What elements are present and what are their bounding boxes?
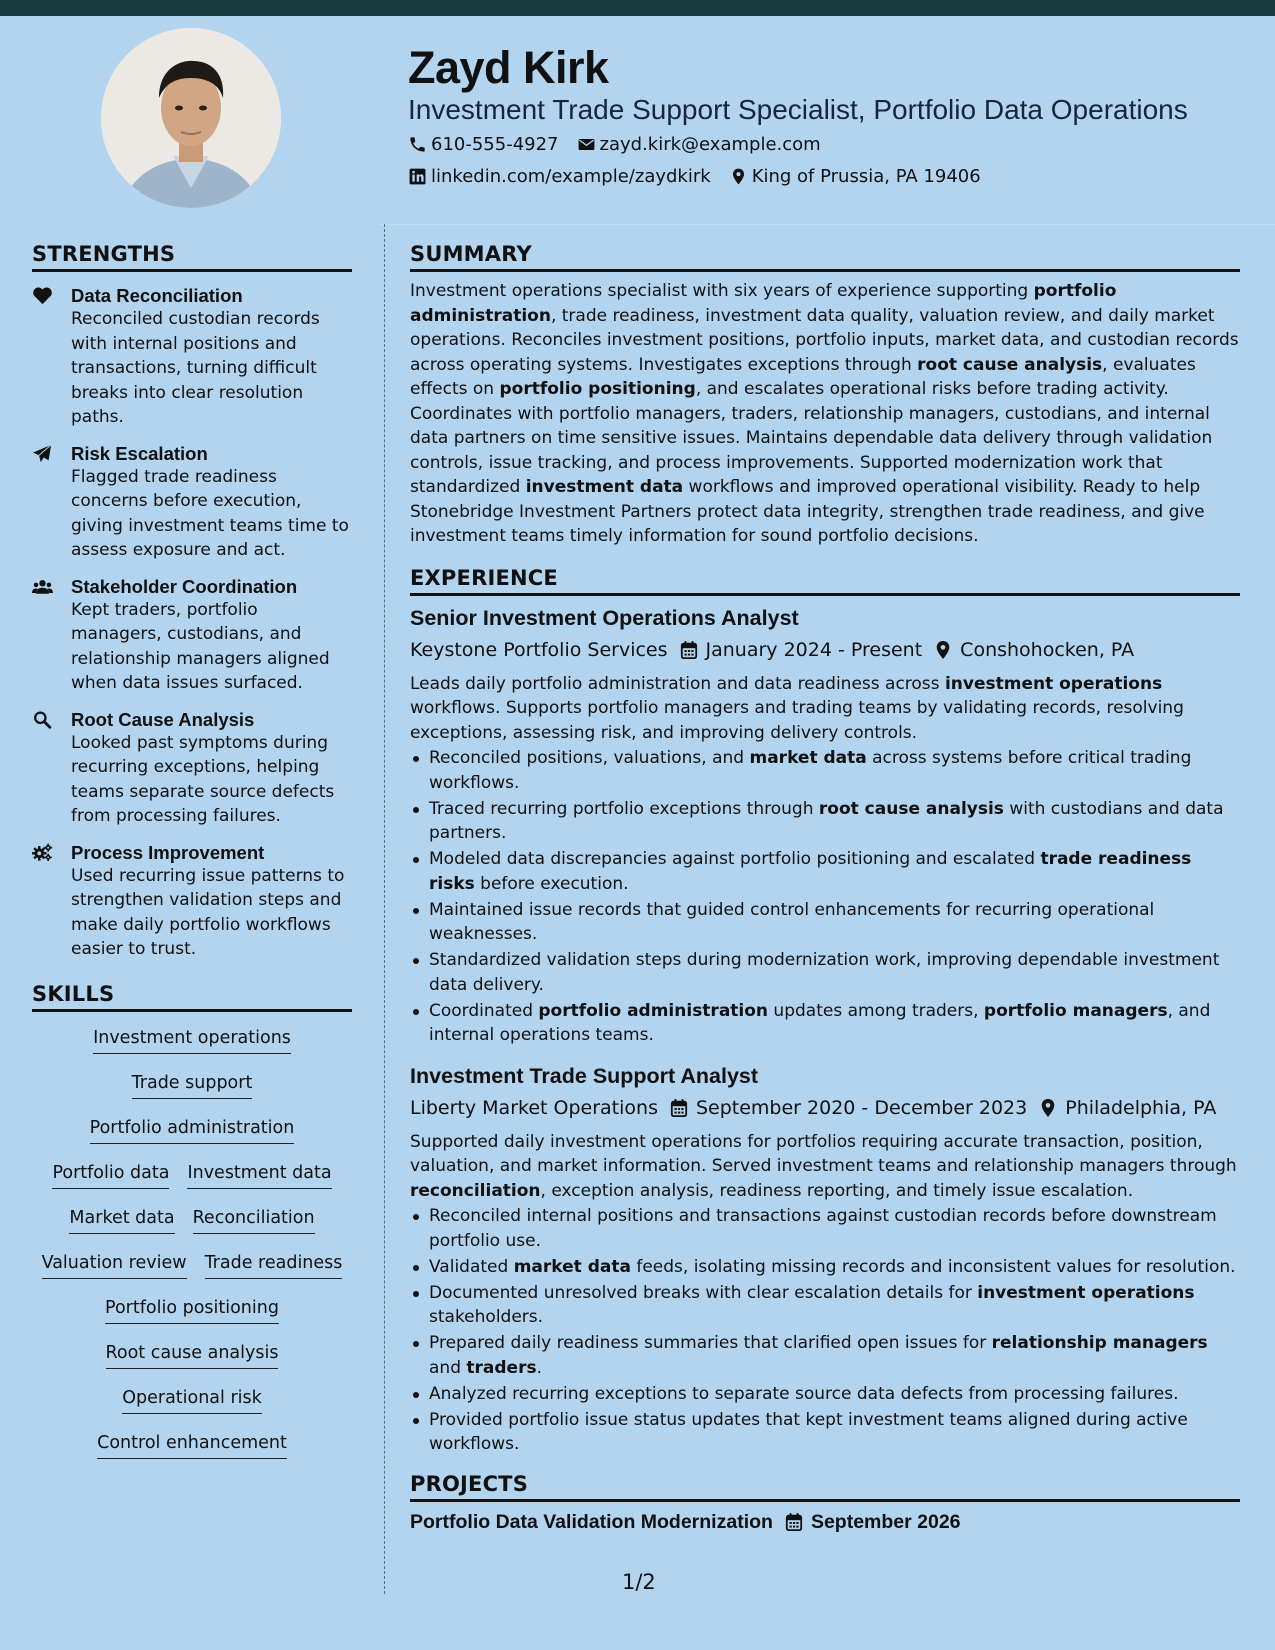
header-divider [380, 224, 1275, 225]
strength-desc: Looked past symptoms during recurring exceptions, helping teams separate source defects from processing failures. [71, 732, 335, 826]
strength-body [71, 575, 352, 696]
linkedin-icon [408, 167, 427, 186]
contact-location [729, 166, 981, 187]
strength-desc: Reconciled custodian records with internal positions and transactions, turning difficult breaks into clear resolution paths. [71, 309, 320, 427]
skill-row [105, 1296, 279, 1341]
strength-item [32, 575, 352, 696]
search-icon [32, 708, 71, 829]
job-description: Leads daily portfolio administration and data readiness across investment operations workflows. Supports portfolio managers and trading teams by validating records, resolving exceptions, assessing risk, and improving delivery controls. [410, 673, 1184, 743]
skills-heading: SKILLS [32, 982, 352, 1012]
strength-body [71, 708, 352, 829]
phone-text: 610-555-4927 [431, 134, 559, 155]
summary-heading: SUMMARY [410, 242, 1240, 272]
skill-tag: Portfolio administration [90, 1116, 295, 1144]
page-number: 1/2 [622, 1570, 656, 1594]
skill-row [42, 1251, 343, 1296]
job-bullets [410, 746, 1240, 1048]
calendar-icon [680, 640, 698, 660]
strength-desc: Kept traders, portfolio managers, custodians, and relationship managers aligned when data issues surfaced. [71, 599, 330, 693]
map-pin-icon [729, 167, 748, 186]
skill-tag: Investment data [187, 1161, 331, 1189]
skill-tag: Root cause analysis [106, 1341, 279, 1369]
project-title: Portfolio Data Validation Modernization [410, 1510, 773, 1533]
bullet-item: Reconciled positions, valuations, and market data across systems before critical trading workflows. [410, 746, 1240, 795]
linkedin-text: linkedin.com/example/zaydkirk [431, 166, 711, 187]
experience-heading: EXPERIENCE [410, 566, 1240, 596]
skill-row [106, 1341, 279, 1386]
contact-phone[interactable] [408, 134, 559, 155]
skill-tag: Trade readiness [205, 1251, 343, 1279]
bullet-item: Validated market data feeds, isolating missing records and inconsistent values for resolution. [410, 1255, 1240, 1280]
strength-title: Root Cause Analysis [71, 708, 255, 730]
job-company: Liberty Market Operations [410, 1096, 658, 1119]
calendar-icon [670, 1098, 688, 1118]
map-pin-icon [934, 640, 952, 660]
skill-row [132, 1071, 253, 1116]
strength-item [32, 442, 352, 563]
location-text: King of Prussia, PA 19406 [751, 166, 981, 187]
users-icon [32, 575, 71, 696]
job-location: Conshohocken, PA [960, 638, 1135, 661]
bullet-item: Prepared daily readiness summaries that clarified open issues for relationship managers and traders. [410, 1331, 1240, 1380]
right-column [410, 242, 1240, 1534]
candidate-title: Investment Trade Support Specialist, Portfolio Data Operations [408, 94, 1188, 125]
strengths-heading: STRENGTHS [32, 242, 352, 272]
job-dates: January 2024 - Present [705, 638, 923, 661]
project-date: September 2026 [810, 1510, 961, 1533]
contact-row-2 [408, 166, 981, 187]
skill-row [69, 1206, 314, 1251]
job-dates: September 2020 - December 2023 [695, 1096, 1028, 1119]
project-entry [410, 1511, 1240, 1534]
strength-title: Stakeholder Coordination [71, 575, 298, 597]
strength-body [71, 442, 352, 563]
strength-title: Process Improvement [71, 841, 265, 863]
top-bar [0, 0, 1275, 16]
skill-tag: Control enhancement [97, 1431, 287, 1459]
skill-row [122, 1386, 262, 1431]
strength-title: Data Reconciliation [71, 285, 243, 306]
gears-icon [32, 841, 71, 962]
job-location: Philadelphia, PA [1065, 1096, 1217, 1119]
job-bullets [410, 1204, 1240, 1457]
summary-text: Investment operations specialist with six years of experience supporting portfolio administration, trade readiness, investment data quality, valuation review, and daily market operations. Reconciles investment positions, portfolio inputs, market data, and custodian records across operating systems. Investigates exceptions through root cause analysis, evaluates effects on portfolio positioning, and escalates operational risks before trading activity. Coordinates with portfolio managers, traders, relationship managers, custodians, and internal data partners on time sensitive issues. Maintains dependable data delivery through validation controls, issue tracking, and process improvements. Supported modernization work that standardized investment data workflows and improved operational visibility. Ready to help Stonebridge Investment Partners protect data integrity, strengthen trade readiness, and give investment teams timely information for sound portfolio decisions. [410, 281, 1239, 546]
envelope-icon [577, 135, 596, 154]
strength-item [32, 284, 352, 430]
job-title: Senior Investment Operations Analyst [410, 605, 799, 630]
job-company: Keystone Portfolio Services [410, 638, 668, 661]
skills-list [32, 1026, 352, 1476]
experience-list [410, 604, 1240, 1457]
strength-title: Risk Escalation [71, 442, 208, 464]
strengths-list [32, 284, 352, 962]
strength-body [71, 284, 352, 430]
job-entry [410, 604, 1240, 1048]
strength-desc: Used recurring issue patterns to strengthen validation steps and make daily portfolio workflows easier to trust. [71, 865, 345, 959]
job-entry [410, 1062, 1240, 1457]
bullet-item: Reconciled internal positions and transactions against custodian records before downstream portfolio use. [410, 1204, 1240, 1253]
projects-heading: PROJECTS [410, 1472, 1240, 1502]
job-description: Supported daily investment operations for portfolios requiring accurate transaction, position, valuation, and market information. Served investment teams and relationship managers through reconciliation, exception analysis, readiness reporting, and timely issue escalation. [410, 1131, 1237, 1201]
strength-item [32, 841, 352, 962]
skill-tag: Valuation review [42, 1251, 187, 1279]
heart-icon [32, 284, 71, 430]
bullet-item: Traced recurring portfolio exceptions through root cause analysis with custodians and data partners. [410, 797, 1240, 846]
profile-photo [101, 28, 281, 208]
skill-tag: Investment operations [93, 1026, 291, 1054]
projects-list [410, 1511, 1240, 1534]
column-divider [384, 224, 385, 1594]
bullet-item: Analyzed recurring exceptions to separate source data defects from processing failures. [410, 1382, 1240, 1407]
candidate-name: Zayd Kirk [408, 42, 609, 93]
bullet-item: Documented unresolved breaks with clear escalation details for investment operations stakeholders. [410, 1281, 1240, 1330]
paper-plane-icon [32, 442, 71, 563]
bullet-item: Maintained issue records that guided control enhancements for recurring operational weaknesses. [410, 898, 1240, 947]
email-text: zayd.kirk@example.com [599, 134, 821, 155]
contact-linkedin[interactable] [408, 166, 711, 187]
left-column [32, 242, 352, 1476]
strength-item [32, 708, 352, 829]
skill-tag: Operational risk [122, 1386, 262, 1414]
skill-row [52, 1161, 331, 1206]
strength-body [71, 841, 352, 962]
skill-tag: Portfolio positioning [105, 1296, 279, 1324]
skill-tag: Portfolio data [52, 1161, 169, 1189]
map-pin-icon [1039, 1098, 1057, 1118]
skill-tag: Market data [69, 1206, 174, 1234]
skill-row [90, 1116, 295, 1161]
skill-tag: Reconciliation [193, 1206, 315, 1234]
strength-desc: Flagged trade readiness concerns before execution, giving investment teams time to assess exposure and act. [71, 466, 349, 560]
job-title: Investment Trade Support Analyst [410, 1063, 759, 1088]
calendar-icon [785, 1512, 803, 1532]
contact-row-1 [408, 134, 821, 155]
phone-icon [408, 135, 427, 154]
bullet-item: Provided portfolio issue status updates that kept investment teams aligned during active workflows. [410, 1408, 1240, 1457]
job-meta [410, 1094, 1240, 1122]
bullet-item: Standardized validation steps during modernization work, improving dependable investment data delivery. [410, 948, 1240, 997]
skill-row [93, 1026, 291, 1071]
job-meta [410, 636, 1240, 664]
bullet-item: Coordinated portfolio administration updates among traders, portfolio managers, and internal operations teams. [410, 999, 1240, 1048]
skill-tag: Trade support [132, 1071, 253, 1099]
skill-row [97, 1431, 287, 1476]
contact-email[interactable] [577, 134, 821, 155]
bullet-item: Modeled data discrepancies against portfolio positioning and escalated trade readiness risks before execution. [410, 847, 1240, 896]
